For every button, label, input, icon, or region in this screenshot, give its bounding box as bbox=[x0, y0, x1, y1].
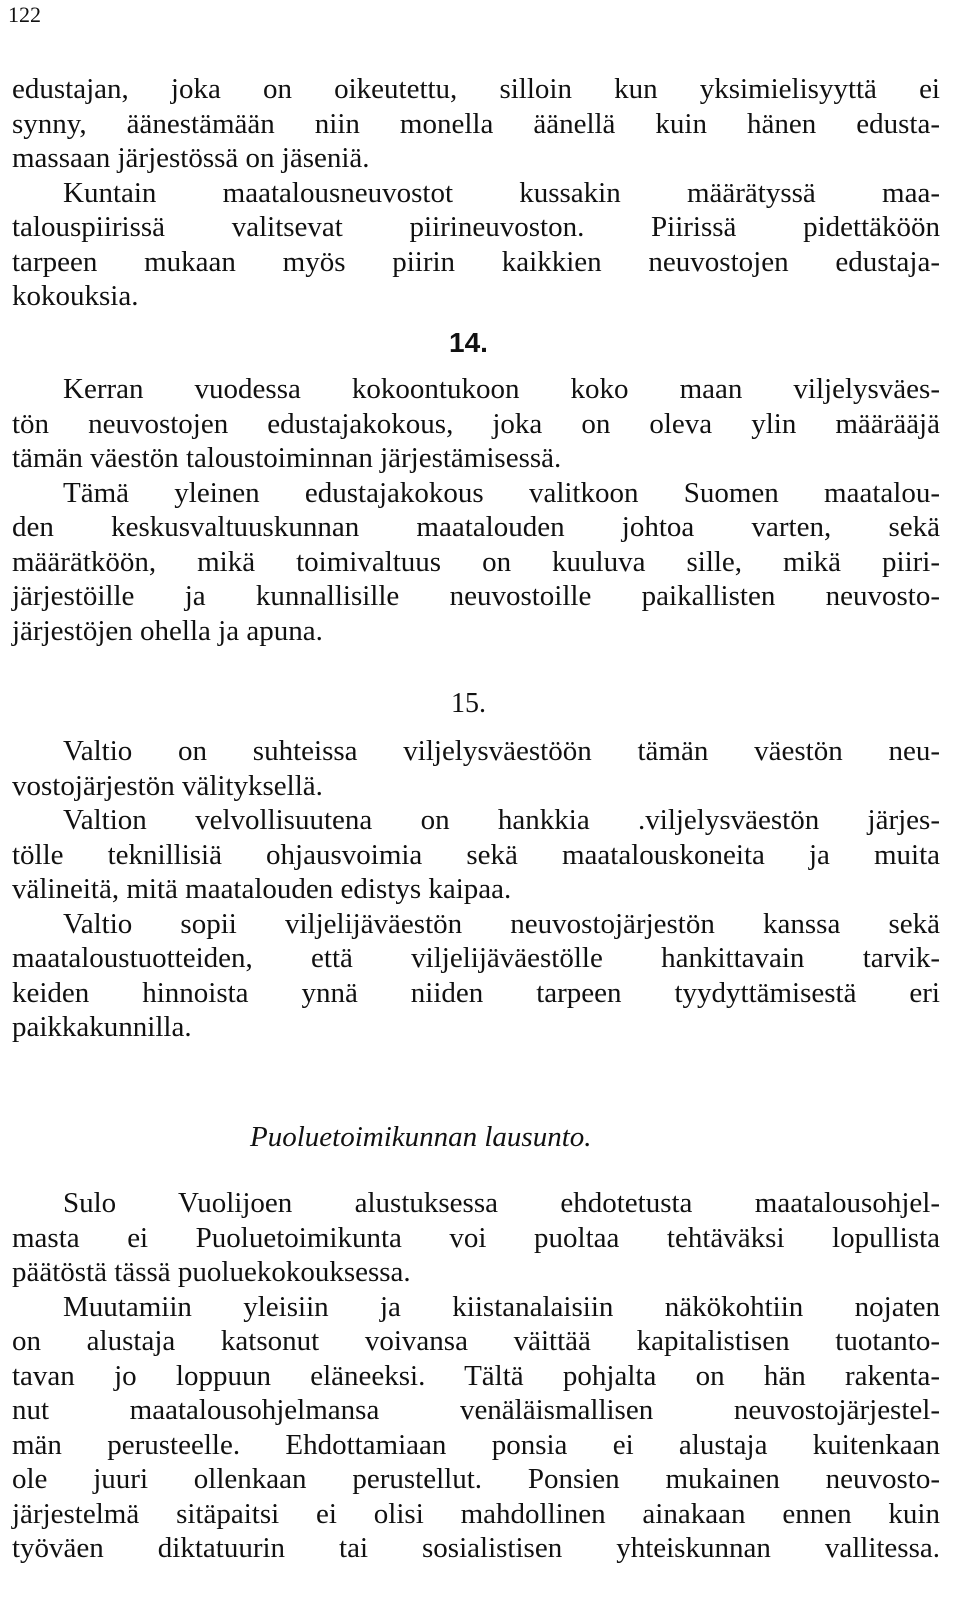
text-line: määrätköön, mikä toimivaltuus on kuuluva sille, mikä piiri- bbox=[12, 545, 940, 578]
text-line: työväen diktatuurin tai sosialistisen yhteiskunnan vallitessa. bbox=[12, 1532, 940, 1564]
text-line: talouspiirissä valitsevat piirineuvoston. Piirissä pidettäköön bbox=[12, 211, 940, 243]
section-14-number: 14. bbox=[449, 327, 488, 358]
text-line: Kuntain maatalousneuvostot kussakin määrätyssä maa- bbox=[63, 176, 940, 209]
text-line: Tämä yleinen edustajakokous valitkoon Suomen maatalou- bbox=[63, 476, 940, 509]
text-line: ole juuri ollenkaan perustellut. Ponsien mukainen neuvosto- bbox=[12, 1463, 940, 1495]
text-line: nut maatalousohjelmansa venäläismallisen neuvostojärjestel- bbox=[12, 1394, 940, 1426]
text-line: keiden hinnoista ynnä niiden tarpeen tyydyttämisestä eri bbox=[12, 976, 940, 1009]
text-line: tön neuvostojen edustajakokous, joka on oleva ylin määrääjä bbox=[12, 407, 940, 440]
text-line: Muutamiin yleisiin ja kiistanalaisiin näkökohtiin nojaten bbox=[63, 1290, 940, 1323]
text-line: paikkakunnilla. bbox=[12, 1011, 192, 1043]
text-line: män perusteelle. Ehdottamiaan ponsia ei alustaja kuitenkaan bbox=[12, 1428, 940, 1461]
section-15-number: 15. bbox=[451, 688, 486, 719]
text-line: Valtio sopii viljelijäväestön neuvostojärjestön kanssa sekä bbox=[63, 907, 940, 940]
text-line: tämän väestön taloustoiminnan järjestämisessä. bbox=[12, 442, 562, 474]
statement-heading: Puoluetoimikunnan lausunto. bbox=[250, 1121, 592, 1153]
text-line: Valtio on suhteissa viljelysväestöön tämän väestön neu- bbox=[63, 735, 940, 767]
section-14-text bbox=[12, 372, 940, 648]
text-line: Kerran vuodessa kokoontukoon koko maan viljelysväes- bbox=[63, 373, 940, 405]
text-line: kokouksia. bbox=[12, 280, 139, 312]
text-line: on alustaja katsonut voivansa väittää kapitalistisen tuotanto- bbox=[12, 1325, 940, 1357]
text-line: maataloustuotteiden, että viljelijäväestölle hankittavain tarvik- bbox=[12, 942, 940, 974]
text-line: tarpeen mukaan myös piirin kaikkien neuvostojen edustaja- bbox=[12, 245, 940, 278]
section-15-text bbox=[12, 734, 940, 1045]
text-line: välineitä, mitä maatalouden edistys kaipaa. bbox=[12, 873, 512, 905]
text-line: massaan järjestössä on jäseniä. bbox=[12, 142, 370, 174]
page-number: 122 bbox=[8, 2, 41, 27]
statement-text bbox=[12, 1186, 940, 1566]
text-line: Sulo Vuolijoen alustuksessa ehdotetusta maatalousohjel- bbox=[63, 1187, 940, 1219]
text-line: päätöstä tässä puoluekokouksessa. bbox=[12, 1256, 411, 1288]
text-line: järjestelmä sitäpaitsi ei olisi mahdollinen ainakaan ennen kuin bbox=[12, 1497, 940, 1530]
text-line: edustajan, joka on oikeutettu, silloin kun yksimielisyyttä ei bbox=[12, 73, 940, 105]
text-line: den keskusvaltuuskunnan maatalouden johtoa varten, sekä bbox=[12, 511, 940, 543]
text-line: järjestöjen ohella ja apuna. bbox=[12, 614, 323, 647]
text-line: järjestöille ja kunnallisille neuvostoille paikallisten neuvosto- bbox=[12, 580, 940, 612]
text-line: synny, äänestämään niin monella äänellä kuin hänen edusta- bbox=[12, 107, 940, 140]
intro-paragraph bbox=[12, 72, 940, 314]
text-line: vostojärjestön välityksellä. bbox=[12, 769, 323, 802]
text-line: masta ei Puoluetoimikunta voi puoltaa tehtäväksi lopullista bbox=[12, 1221, 940, 1254]
text-line: tavan jo loppuun eläneeksi. Tältä pohjalta on hän rakenta- bbox=[12, 1359, 940, 1392]
text-line: Valtion velvollisuutena on hankkia .viljelysväestön järjes- bbox=[63, 804, 940, 836]
text-line: tölle teknillisiä ohjausvoimia sekä maatalouskoneita ja muita bbox=[12, 838, 940, 871]
